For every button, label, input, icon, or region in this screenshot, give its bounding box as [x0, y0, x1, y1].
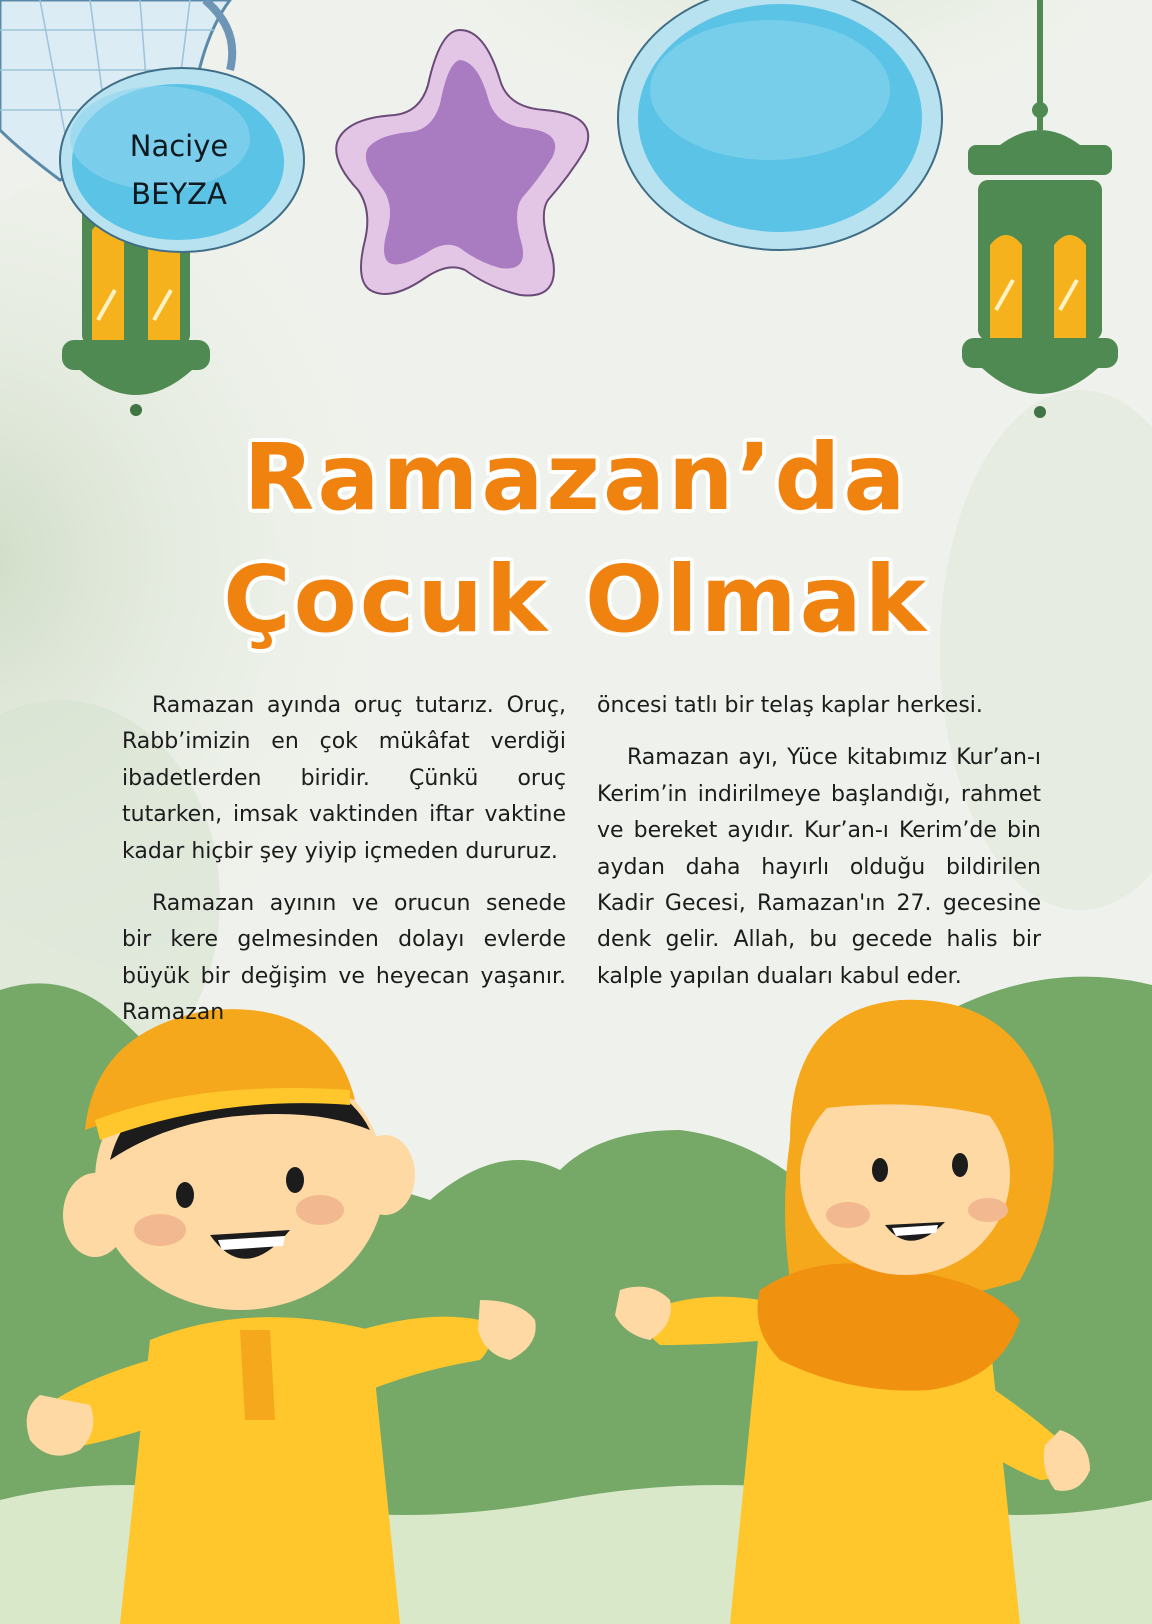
- author-last-name: BEYZA: [131, 177, 227, 211]
- article-column-right: [597, 688, 1041, 1011]
- article-paragraph: Ramazan ayı, Yüce kitabımız Kur’an-ı Kerim’in indirilmeye başlandığı, rahmet ve bereket ayıdır. Kur’an-ı Kerim’de bin aydan daha hayırlı olduğu bildirilen Kadir Gecesi, Ramazan'ın 27. gecesine denk gelir. Allah, bu gecede halis bir kalple yapılan duaları kabul eder.: [597, 745, 1041, 989]
- author-name: [104, 122, 254, 218]
- article-paragraph: Ramazan ayında oruç tutarız. Oruç, Rabb’imizin en çok mükâfat verdiği ibadetlerden biridir. Çünkü oruç tutarken, imsak vaktinden iftar vaktine kadar hiçbir şey yiyip içmeden dururuz.: [122, 693, 566, 864]
- article-column-left: [122, 688, 566, 1048]
- page-title-line-2: Çocuk Olmak: [223, 546, 929, 653]
- author-first-name: Naciye: [129, 129, 229, 163]
- page-title-line-1: Ramazan’da: [243, 424, 909, 531]
- article-paragraph: Ramazan ayının ve orucun senede bir kere gelmesinden dolayı evlerde büyük bir değişim ve heyecan yaşanır. Ramazan: [122, 891, 566, 1026]
- article-paragraph: öncesi tatlı bir telaş kaplar herkesi.: [597, 693, 983, 718]
